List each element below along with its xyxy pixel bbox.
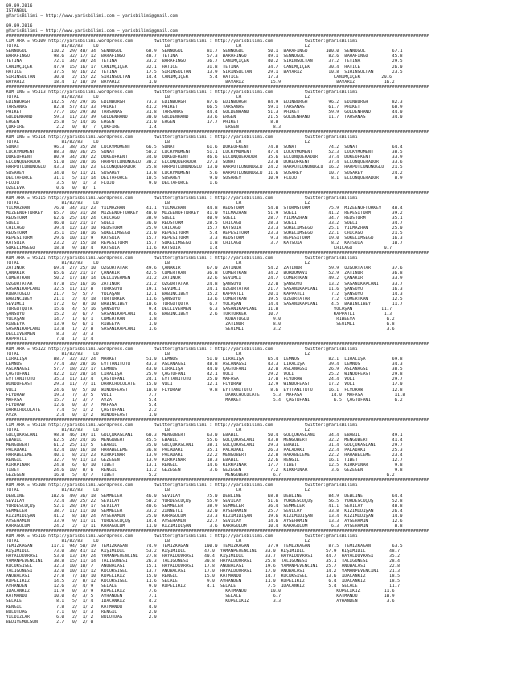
race-column-headers: TOTAL 81/82/83 LO LB LR LZ <box>6 94 310 100</box>
race-row: TARSANAS 82.8 57/ 41/ 33 PHİKET 41.2 PHİKET 66.5 TARSANAS 59.1 TARSANAS 61.7 PHİKET 68.9 <box>6 104 403 110</box>
race-row: HAYALDUVRASI 53.0 13/ 19/ 24 YAMANPEVENCİNİ 27.8 HAYALDUVRASI 40.4 KIŞIMİDİL 33.7 HAYALDUVRASI 44.7 HAYALDUVRASI 35.2 <box>6 554 400 560</box>
race-row: ÇANAKIR 65.6 22/ 21/ 17 ÇANAKIR 42.5 COMERTKAN 36.8 COMERTKAN 34.2 BORDOMAVI 52.9 ZATINUR 36.8 <box>6 271 403 277</box>
race-block <box>6 130 523 191</box>
race-block <box>6 34 523 84</box>
race-row: AYSEHAMIN 33.9 9/ 11/ 11 YURDESCUÇUŞ 14.4 AYSEHAMIN 22.7 SEVILAY 14.6 AYSEHAMIN 13.3 AYSEHAMIN 12.6 <box>6 518 403 524</box>
race-row: TALIGUNESİ 32.0 10/ 11/ 12 KUCUKSISEL 13.7 ANUBALASI 17.0 HAYALDUVRASI 17.0 ANUBALASI 14.2 YAMANPEVENCİNİ 21.3 <box>6 569 400 575</box>
race-row: TİBET 24.6 10/ 8/ 6 RENGİL 11.2 GEZEGEN 3.6 GEZEGEN 7.2 KIRKPINAR 3.6 GEZEGEN 9.8 <box>6 468 403 474</box>
race-row: FLOJO 3.5 0/ 1/ 3 FLOJO 9.0 DELTAFORCE 1.6 <box>6 180 218 186</box>
race-row: LEMNOS 77.4 30/ 28/ 16 EYTTANİTUTU 43.3 ASLANAĞSI 48.8 ASLANAĞSI 43.3 LİRALİŞA 39.4 LEMNOS 34.3 <box>6 362 403 368</box>
race-separator: ################################################################################################################################################################ <box>6 190 429 196</box>
report-date-repeat: 09.09.2016 <box>6 24 33 30</box>
race-row: TEMIZKAGAN 117.1 94/ 50/ 19 TEMIZKAGAN 74.9 TEMIZKAGAN 100.0 TEMIZKAGAN 37.9 TEMIZKAGAN 87.5 TEMIZKAGAN 63.5 <box>6 543 403 549</box>
race-block <box>6 191 523 252</box>
race-separator: ################################################################################################################################################################ <box>6 251 429 257</box>
race-row: FLYDRAW 19.3 7/ 3/ 5 VOLİ 7.7 DARKCHOCOLATE 5.3 MAFASA 14.0 MAFASA 11.8 <box>6 392 406 398</box>
race-row: DEBLINE 102.6 49/ 36/ 18 SEMMELER 46.0 SEVILAY 75.0 DEBLINE 68.8 DEBLINE 84.9 DEBLINE 64.4 <box>6 493 403 499</box>
race-row: RENGİL 32.7 9/ 11/ 13 GEZEGEN 13.9 KIRKPINAR 18.3 EBABIL 22.6 RENGİL 16.1 TİBET 12.7 <box>6 458 403 464</box>
race-row: TURGUTQUTA 15.6 4/ 5/ 16 ŞANSUYU 9.4 DELLIVERMEN 6.3 SASANIKAPLANI 11.8 YOLAŞAN 11.7 <box>6 306 392 312</box>
race-row: PALADAKI 42.4 10/ 16/ 18 HARABELEME 36.8 PALADAKI 35.1 PALADAKI 26.3 PALADAKI 22.4 PALADAKI 25.3 <box>6 448 403 454</box>
race-row: RENGİL 7.8 2/ 1/ 2 KATMANDU 4.0 <box>6 604 157 610</box>
race-title: KUM ARA = 95122 http://yarisbilimi.wordpress.com twitter:@YarisBilimi : http://yarisbilimi.com twitter:@YarisBilimi <box>6 347 358 353</box>
race-row: YOLAŞAN 14.7 1/ 6/ 1 COMERTKAN 1.8 KUBATOĞLU 9.0 RİBEEYA 6.2 <box>6 316 395 322</box>
race-title: CIM ARA = 95118 http://yarisbilimi.wordpress.com twitter:@YarisBilimi : http://yarisbilimi.com twitter:@YarisBilimi <box>6 422 358 428</box>
race-row: CHICAGO 39.4 12/ 13/ 10 REDSTORM 25.9 CHICAGO 15.7 KATSUIA 23.3 SOKELIMSEGO 25.1 YILMAZHAN 25.0 <box>6 226 403 232</box>
race-row: YURDESCUÇUŞ 52.1 28/ 19/ 17 SEVILAY 40.6 SEMMELER 38.9 SEMMELER 36.4 SEMMELER 41.1 SEVILAY 48.8 <box>6 503 403 509</box>
race-row: RİBEEYA 13.9 6/ 6/ 1 RİBEEYA 1.0 ZATINUR 8.0 SEVİMLİ 6.8 <box>6 321 395 327</box>
race-row: KIRKPINAR 24.8 6/ 6/ 10 TİBET 13.1 RENGİL 14.6 KIRKPINAR 17.7 TİBET 12.5 KIRKPINAR 9.8 <box>6 463 403 469</box>
race-row: COMERTKAN 50.2 17/ 18/ 14 DELLIVERMEN 31.2 ZATINUR 32.6 SEVİMLİ 24.7 COMERTKAN 49.2 ÇANAKIR 33.9 <box>6 276 403 282</box>
race-row: KUPELİKIZ 14.5 2/ 8/ 12 KUCUKSISEL 11.6 SELALE 9.0 AYHANDEN 11.0 KUPELİKIZ 6.4 İDACANKIZ 18.5 <box>6 579 400 585</box>
race-row: ÖZGURTATAR 47.8 15/ 16/ 16 ZATINUR 21.2 ÖZGURTATAR 24.8 ŞANSUYU 22.0 ŞANSUYU 13.2 SASANIKAPLANI 33.7 <box>6 281 403 287</box>
race-column-headers: TOTAL 81/82/83 LO LB LR LZ <box>6 488 310 494</box>
race-column-headers: TOTAL 81/82/83 LO LB LR LZ <box>6 44 310 50</box>
race-column-headers: TOTAL 81/82/83 LO LB LR LZ <box>6 538 310 544</box>
race-row: LİRALİŞA 88.7 32/ 32/ 24 MARKET 51.0 LEMNOS 51.0 LİRALİŞA 65.4 LEMNOS 82.1 LİRALİŞA 69.8 <box>6 357 403 363</box>
race-row: KUCUKSISEL 32.3 10/ 10/ 7 ANUBALASI 15.1 HAYALDUVRASI 17.8 ANUBALASI 19.6 YAMANPEVENCİNİ 25.7 ANUBALASI 22.8 <box>6 564 400 570</box>
race-row: DUKEOFKENT 80.9 34/ 28/ 22 DUKEOFKENT 34.0 DUKEOFKENT 46.6 ELCONQUERADOR 35.6 ELCONQUERADOR 37.4 DUKEOFKENT 33.9 <box>6 155 403 161</box>
race-row: GOLDENHAND 59.3 11/ 23/ 39 GOLDENHAND 30.0 GOLDENHAND 33.6 ERGEN 21.5 GOLDENHAND 11.7 TARSANAS 34.0 <box>6 114 403 120</box>
race-row: SUSAREY 34.0 6/ 11/ 21 SUSAREY 13.8 LUCKYMOMENT 5.6 HARPUTLUNUNOĞLU 11.6 SUSAREY 10.7 SUSAREY 24.2 <box>6 170 403 176</box>
race-row: SENNOĞUL 110.2 29/ 40/ 34 SENNOĞUL 68.9 SENNOĞUL 81.7 SENNOĞUL 50.1 BARAFINGO 100.0 SENNOĞUL 67.1 <box>6 49 403 55</box>
race-separator: ################################################################################################################################################################ <box>6 342 429 348</box>
race-column-headers: TOTAL 81/82/83 LO LB LR LZ <box>6 140 310 146</box>
race-row: KIZIMİDİŞAN 41.2 8/ 10/ 24 AYSEHAMIN 25.0 KARAGULUM 23.3 KIZIMİDİŞAN 19.6 KIZIMİDİŞAN 13.4 KIZIMİDİŞAN 14.0 <box>6 513 403 519</box>
race-row: BULUTDAĞ 7.1 0/ 1/ 3 RENGİL 2.0 <box>6 609 157 615</box>
race-row: ŞANSUYU 15.2 3/ 6/ 7 SASANIKAPLANI 4.6 BABINCIBEY 2.6 TURTURKEK 10.7 KAPPATLI 1.3 <box>6 311 392 317</box>
race-block <box>6 529 523 625</box>
race-row: BABINCIBEY 21.1 2/ 4/ 18 TURTURKEK 11.6 ŞANSUYU 13.6 COMERTKAN 19.5 ÖZGURTATAR 7.2 COMERTKAN 12.5 <box>6 296 403 302</box>
race-row: CANIMÇIÇEK 47.9 15/ 16/ 17 CANIMÇIÇEK 32.1 HATİCE 31.8 TETINA 34.7 CANIMÇIÇEK 30.4 HATİCE 26.0 <box>6 64 403 70</box>
report-date: 09.09.2016 <box>6 4 33 9</box>
race-row: ÖZELEVA 0.6 0/ 0/ 1 <box>6 185 96 191</box>
race-title: KUM ARA = 95121 http://yarisbilimi.wordpress.com twitter:@YarisBilimi : http://yarisbilimi.com twitter:@YarisBilimi <box>6 256 358 262</box>
race-row: SASANIKAPLANI 32.5 11/ 11/ 8 TURKSUYU 19.1 SEVİMLİ 24.1 ÖZGURTATAR 21.7 SASANIKAPLANI 11.6 ŞANSUYU 16.3 <box>6 286 403 292</box>
race-row: EDINBURGH 142.5 74/ 29/ 16 EDINBURGH 73.3 EDINBURGH 87.6 EDINBURGH 84.9 EDINBURGH 96.2 EDINBURGH 82.3 <box>6 99 403 105</box>
race-row: HATİCE 37.5 8/ 16/ 22 TETINA 17.5 SİRİNSULTAN 13.9 SİRİNSULTAN 29.1 BAYARİZ 10.8 SİRİNSULTAN 23.5 <box>6 69 403 75</box>
race-title: KUM ING = 95113 http://yarisbilimi.wordpress.com twitter:@YarisBilimi : http://yarisbilimi.com twitter:@YarisBilimi <box>6 89 358 95</box>
race-row: ÇOKFIRE 2.2 0/ 0/ 7 ÇOKFIRE 1.4 ERGEN 8.3 <box>6 125 281 131</box>
race-separator: ################################################################################################################################################################ <box>6 34 429 40</box>
race-row: SEVILAY 72.4 30/ 25/ 22 SEVILAY 50.2 YURDESCUÇUŞ 55.9 SEVILAY 51.6 YURDESCUÇUŞ 56.5 YURDESCUÇUŞ 52.8 <box>6 498 403 504</box>
race-block <box>6 251 523 342</box>
race-row: LUCKYMOMENT 88.3 40/ 36/ 25 SUNAT 50.2 LUCKYMOMENT 51.1 LUCKYMOMENT 47.4 LUCKYMOMENT 52.3 LUCKYMOMENT 38.5 <box>6 150 403 156</box>
race-row: SİRİNSULTAN 30.0 2/ 15/ 22 SİRİNSULTAN 14.4 CANIMÇIÇEK 5.4 HATİCE 17.3 CANIMÇIÇEK 20.6 <box>6 74 392 80</box>
race-row: SASANIKAPLANI 13.8 1/ 2/ 8 SASANIKAPLANI 1.6 SEVİMLİ 3.2 3.6 <box>6 326 395 332</box>
race-row: REPESITORM 29.6 10/ 11/ 9 KATSUIA 15.7 REPESITORM 3.3 REDSTORM 9.3 REPESITORM 19.0 SOKELIMSEGO 16.3 <box>6 236 403 242</box>
race-column-headers: TOTAL 81/82/83 LO LB LR LZ <box>6 352 310 358</box>
race-column-headers: TOTAL 81/82/83 LO LB LR LZ <box>6 427 310 433</box>
race-row: YAMANPEVENCİNİ 38.8 15/ 11/ 14 TALIGUNESİ 26.3 TALIGUNESİ 30.8 HAYALDUVRASI 25.8 TALIGUNESİ 35.1 TALIGUNESİ 28.4 <box>6 559 400 565</box>
race-row: ELCONQUERADOR 51.0 18/ 20/ 16 HARPUTLUNUNOĞLU 30.2 ELCONQUERADOR 27.3 SUNAT 23.0 DUKEOFKENT 37.4 ELCONQUERADOR 33.6 <box>6 160 403 166</box>
race-row: ÇAĞTUFANI 42.2 12/ 20/ 14 LİRALİŞA 25.9 ÇAĞTUFANI 42.1 VOLİ 29.2 VOLİ 25.2 WINDOFEAST 29.8 <box>6 372 403 378</box>
report-credits: @YarisBilimi — http://www.yarisbilimi.com — yarisbilimi@gmail.com <box>6 14 178 20</box>
race-list <box>6 34 523 624</box>
race-row: TETINA 72.1 34/ 38/ 24 TETINA 33.2 BARAFINGO 36.7 CANIMÇIÇEK 40.2 SİRİNSULTAN 37.2 TETINA 29.5 <box>6 59 403 65</box>
race-row: ASLANAĞSI 57.7 18/ 22/ 17 LEMNOS 43.0 LİRALİŞA 44.0 ÇAĞTUFANI 32.0 ASLANAĞSI 26.9 ASLANAĞSI 38.5 <box>6 367 403 373</box>
race-row: AYZA 2.4 0/ 1/ 2 WINDOFEAST 1.0 <box>6 412 157 418</box>
race-row: REDSTORM 62.6 25/ 14/ 24 CHICAGO 38.9 SOELI 40.9 SOELI 28.7 YILMAZHAN 34.7 REDSTORM 35.1 <box>6 215 403 221</box>
race-row: AYHANDEN 12.6 3/ 4/ 9 SELALE 9.0 KUPELİKIZ 4.1 SELALE 7.5 İDACANKIZ 5.4 SELALE 11.7 <box>6 584 400 590</box>
race-row: DELLIVERMEN 8.3 3/ 3/ 3 <box>6 332 94 337</box>
race-column-headers: TOTAL 81/82/83 LO LB LR LZ <box>6 200 310 206</box>
race-row: İDACANKIZ 11.9 0/ 3/ 9 KUPELİKIZ 7.6 KATMANDU 10.0 KUPELİKIZ 11.6 <box>6 589 395 595</box>
race-title: KUM ARA = 95108 http://yarisbilimi.wordpress.com twitter:@YarisBilimi : http://yarisbilimi.com twitter:@YarisBilimi <box>6 483 358 489</box>
race-row: YILDIZLAR 6.0 2/ 1/ 2 BULUTDAĞ 2.0 <box>6 614 157 620</box>
race-block <box>6 418 523 479</box>
race-block <box>6 478 523 528</box>
race-row: MENGUBERT 61.2 25/ 11/ 5 EBABIL 35.0 GOLÇUKASLANI 38.1 GOLÇUKASLANI 29.3 EBABIL 31.4 GOLÇUKASLANI 29.7 <box>6 443 403 449</box>
race-row: HARABELEME 40.1 8/ 21/ 23 KIRKPINAR 13.9 PALADAKI 22.2 MENGUBERT 22.8 HARABELEME 22.2 HARABELEME 23.4 <box>6 453 403 459</box>
race-row: DELTAFORCE 31.1 5/ 11/ 14 DELTAFORCE 10.5 SUSAREY 9.0 SUSAREY 10.9 FLOJO 8.1 ELCONQUERADOR 8.9 <box>6 175 403 181</box>
race-row: ZATINUR 69.4 27/ 25/ 10 ÖZGURTATAR 49.6 ÇANAKIR 67.0 ZATINUR 54.2 ZATINUR 59.9 ÖZGURTATAR 37.6 <box>6 266 403 272</box>
race-row: SEMMELER 38.7 11/ 11/ 10 SEMMELER 33.2 ZİNNETLİ 32.0 AYSEHAMIN 25.7 SEVILAY 33.8 KIZIMİDİŞAN 26.4 <box>6 508 403 514</box>
race-block <box>6 342 523 418</box>
race-row: EYTTANİTUTU 35.3 11/ 13/ 4 ÇAĞTUFANI 24.1 EYTTANİTUTU 25.0 MAFASA 17.0 FLYDRAW 24.4 VOLİ 29.7 <box>6 377 403 383</box>
race-row: FLYDRAW 12.6 0/ 3/ 7 MAFASA 5.4 <box>6 402 157 408</box>
race-row: SEVİMLİ 17.2 6/ 8/ 10 BABINCIBEY 10.6 TURGUTQUTA 6.7 YOLAŞAN 14.4 SASANIKAPLANI 4.5 BABINCIBEY 11.7 <box>6 301 403 307</box>
race-column-headers: TOTAL 81/82/83 LO LB LR LZ <box>6 261 310 267</box>
race-separator: ################################################################################################################################################################ <box>6 130 429 136</box>
race-row: KATMANDU 10.0 4/ 3/ 5 AYHANDEN 7.1 SELALE 6.7 KATMANDU 10.9 <box>6 594 395 600</box>
race-row: BARAFINGO 98.6 32/ 17/ 12 BARAFINGO 48.7 TETINA 57.3 BARAFINGO 49.1 SENNOĞUL 82.6 BARAFINGO 45.8 <box>6 54 403 60</box>
race-row: KIŞIMİDİL 73.0 38/ 41/ 12 KIŞIMİDİL 53.2 KIŞIMİDİL 47.0 YAMANPEVENCİNİ 33.0 KIŞIMİDİL 57.9 KIŞIMİDİL 48.7 <box>6 549 400 555</box>
race-row: EBABIL 62.5 24/ 24/ 16 MENGUBERT 45.5 EBABIL 55.6 GOLÇUKASLANI 43.8 MENGUBERT 32.2 MENGUBERT 41.4 <box>6 437 403 443</box>
race-separator: ################################################################################################################################################################ <box>6 478 429 484</box>
race-title: KUM ARA = 95116 http://yarisbilimi.wordpress.com twitter:@YarisBilimi : http://yarisbilimi.com twitter:@YarisBilimi <box>6 533 358 539</box>
race-row: REDSTORM 35.1 15/ 10/ 16 SOKELIMSEGO 21.0 REPESITORM 5.4 REPESITORM 23.3 SOKELIMSEGO 22.1 CHICAGO 21.5 <box>6 231 403 237</box>
race-row: ERGEN 25.8 5/ 14/ 16 ERGEN 21.0 ERGEN 17.7 PHİKET 8.8 <box>6 120 279 126</box>
race-row: DARKCHOCOLATE 7.4 5/ 1/ 2 ÇAĞTUFANI 2.2 <box>6 407 157 413</box>
race-row: HARPUTLUNUNOĞLU 43.3 10/ 16/ 23 ELCONQUERADOR 25.8 HARPUTLUNUNOĞLU 13.0 HARPUTLUNUNOĞLU 24.2 HARPUTLUNUNOĞLU 16.2 HARPUTLUNUNOĞLU 21.5 <box>6 165 403 171</box>
race-title: KUM ARA = 95115 http://yarisbilimi.wordpress.com twitter:@YarisBilimi : http://yarisbilimi.com twitter:@YarisBilimi <box>6 195 358 201</box>
race-row: KAPPATLI 7.0 1/ 1/ 4 <box>6 337 94 343</box>
race-block <box>6 85 523 130</box>
race-row: YILMAZHAN 76.0 34/ 31/ 23 YILMAZHAN 41.1 YILMAZHAN 44.8 REDSTORM 54.0 STORMSTORM 75.9 MIZEENOFTURKEY 48.4 <box>6 205 403 211</box>
race-row: GOLÇUKASLANI 98.8 46/ 19/ 11 GOLÇUKASLANI 60.3 MENGUBERT 63.0 EBABIL 50.4 GOLÇUKASLANI 34.4 EBABIL 49.1 <box>6 432 403 438</box>
race-row: SOKELIMSEGO 18.8 9/ 10/ 4 KATSUIA 11.6 KATSUIA 1.4 CHICAGO 0.7 <box>6 246 392 252</box>
race-title: CIM ARA = 95109 http://yarisbilimi.wordpress.com twitter:@YarisBilimi : http://yarisbilimi.com twitter:@YarisBilimi <box>6 39 358 45</box>
race-row: KARAGULUM 24.2 2/ 1/ 11 KARAGULUM 11.0 KIZIMİDİŞAN 3.6 KARAGULUM 10.4 KARAGULUM 6.3 AYSEHAMIN 8.8 <box>6 523 403 529</box>
race-row: WINDOFEAST 29.3 11/ 7/ 11 DARKCHOCOLATE 15.0 VOLİ 12.1 FLYDRAW 12.9 WINDOFEAST 17.2 VOLİ 17.0 <box>6 382 403 388</box>
race-row: KATSUIA 23.2 2/ 15/ 18 REPESITORM 15.7 SOKELIMSEGO 1.8 CHICAGO 3.7 KATSUIA 8.2 KATSUIA 10.7 <box>6 241 403 247</box>
report-city: ISTANBUL <box>6 9 28 15</box>
race-separator: ################################################################################################################################################################ <box>6 84 429 90</box>
race-row: SELALE 8.1 5/ 1/ 4 İDACANKIZ 4.2 KUPELİKIZ 3.3 AYHANDEN 3.6 <box>6 599 395 605</box>
race-row: VOLİ 24.6 0/ 5/ 10 WINDOFEAST 10.0 FLYDRAW 9.8 EYTTANİTUTU 8.6 EYTTANİTUTU 16.1 FLYDRAW 12.8 <box>6 387 403 393</box>
race-row: BEDIYEMOLSUN 2.7 0/ 2/ 0 <box>6 619 94 625</box>
report-credits-repeat: @YarisBilimi — http://www.yarisbilimi.com — yarisbilimi@gmail.com <box>6 29 178 35</box>
race-row: SUNAT 96.3 38/ 35/ 28 LUCKYMOMENT 66.5 SUNAT 61.6 DUKEOFKENT 74.8 SUNAT 74.2 SUNAT 64.4 <box>6 145 403 151</box>
race-separator: ################################################################################################################################################################ <box>6 417 429 423</box>
race-row: KUBATOĞLU 21.7 5/ 5/ 7 YOLAŞAN 12.1 BABINCIBEY 15.2 KAPPATLI 20.1 KAPPATLI 7.2 ŞANSUYU 14.3 <box>6 291 403 297</box>
race-row: MIZEENOFTURKEY 65.7 16/ 31/ 28 MIZEENOFTURKEY 40.0 MIZEENOFTURKEY 41.0 YILMAZHAN 51.9 SOELI 41.2 REPESITORM 39.2 <box>6 210 403 216</box>
race-title: KUM ING = 95114 http://yarisbilimi.wordpress.com twitter:@YarisBilimi : http://yarisbilimi.com twitter:@YarisBilimi <box>6 135 358 141</box>
race-row: PHİKET 77.7 16/ 29/ 30 TARSANAS 31.8 TARSANAS 44.4 GOLDENHAND 51.3 PHİKET 59.9 GOLDENHAND 44.0 <box>6 109 403 115</box>
race-row: BAYARİZ 18.4 1/ 10/ 19 BAYARİZ 1.0 BAYARİZ 15.9 BAYARİZ 16.2 <box>6 79 395 85</box>
race-row: MAFASA 15.7 1/ 3/ 7 AYZA 5.4 MARKET 5.4 ÇAĞTUFANI 6.5 ÇAĞTUFANI 6.2 <box>6 397 403 403</box>
race-separator: ################################################################################################################################################################ <box>6 528 429 534</box>
race-row: GEZEGEN 16.0 5/ 4/ 7 TİBET 5.2 MENGUBERT 6.7 6.2 <box>6 473 395 479</box>
race-row: SOELI 46.0 12/ 21/ 17 SOELI 36.0 REDSTORM 28.5 CHICAGO 28.3 SOELI 33.2 SOELI 34.7 <box>6 220 403 226</box>
race-row: ANUBALASI 27.8 7/ 10/ 10 KUPELİKIZ 15.0 RENGİL 15.0 KATMANDU 14.7 KUCUKSISEL 13.6 İDACANKIZ 18.5 <box>6 574 400 580</box>
